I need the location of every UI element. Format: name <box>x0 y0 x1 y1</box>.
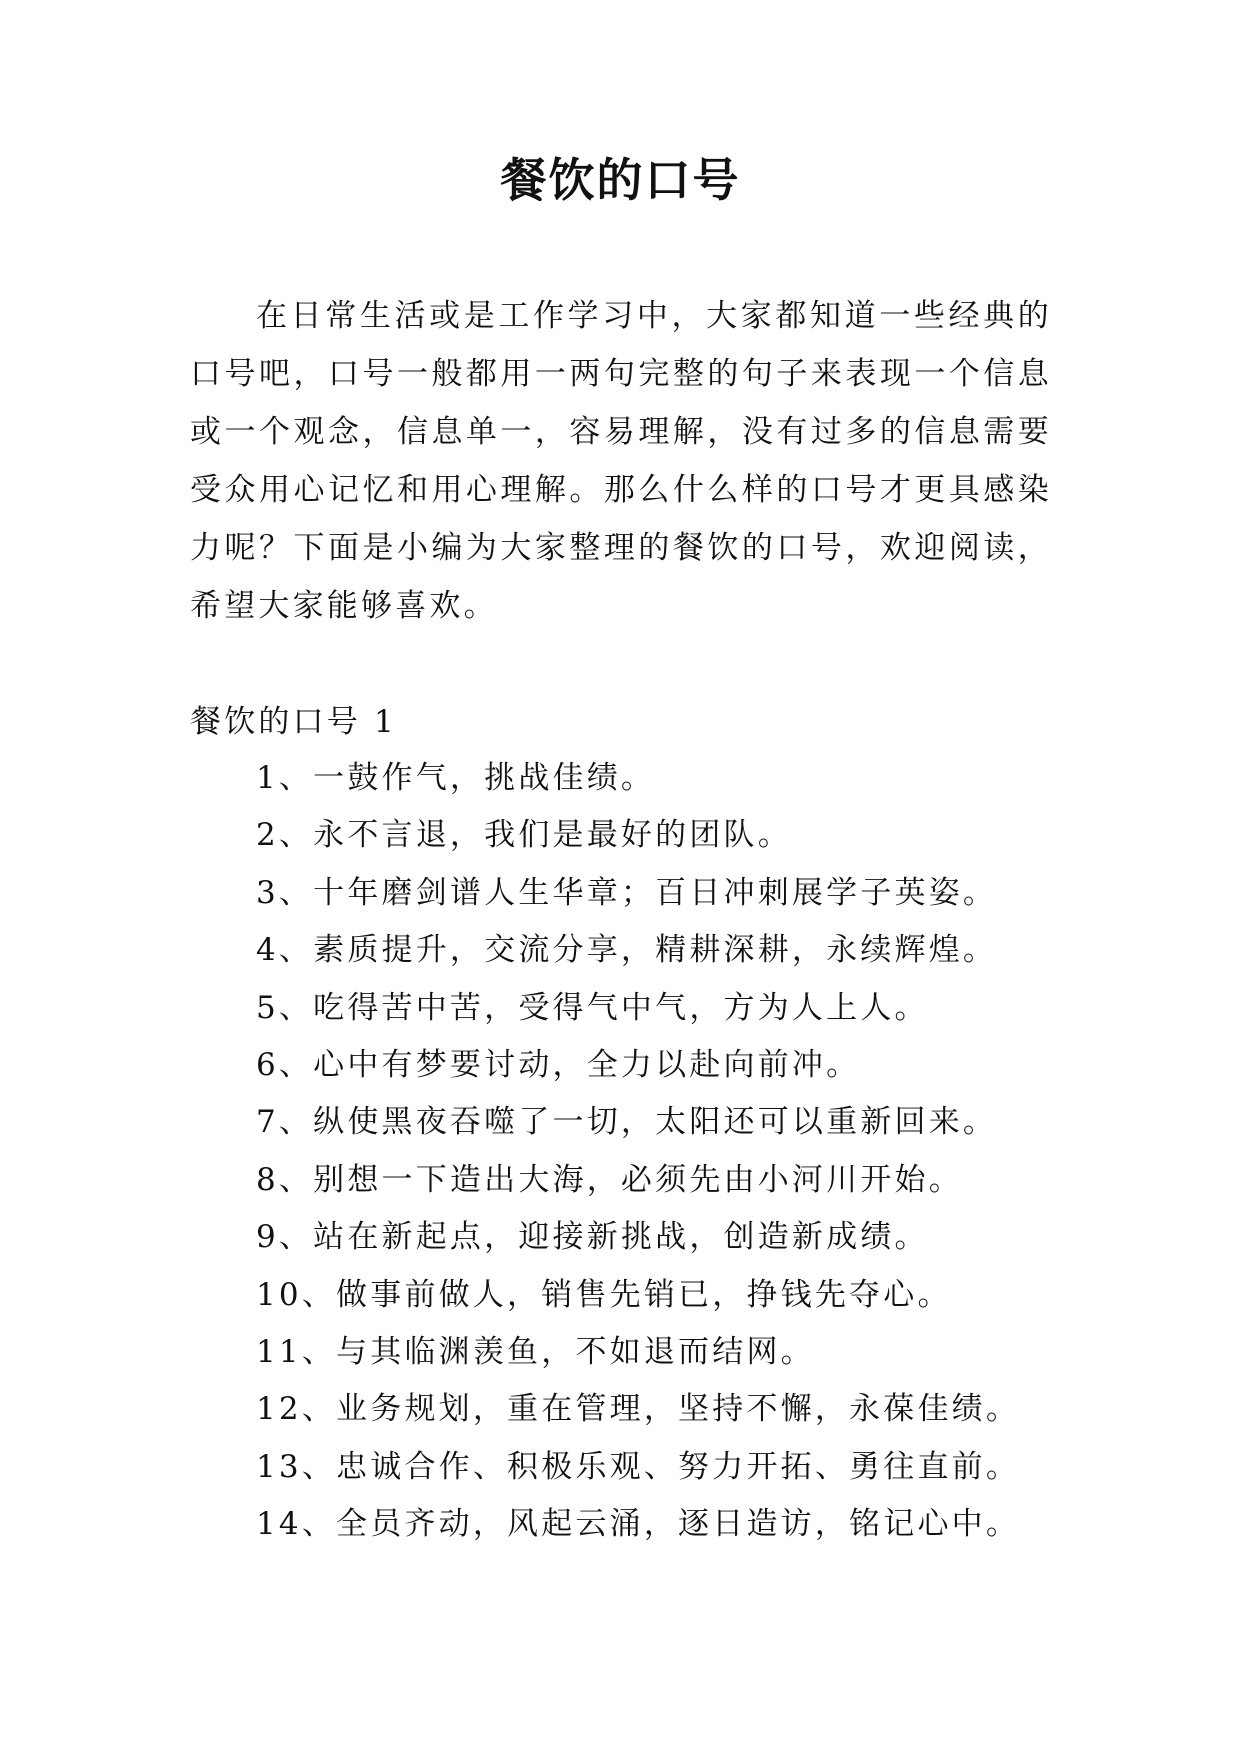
slogan-item: 8、别想一下造出大海，必须先由小河川开始。 <box>256 1161 963 1198</box>
slogan-item: 4、素质提升，交流分享，精耕深耕，永续辉煌。 <box>256 932 998 969</box>
slogan-item: 3、十年磨剑谱人生华章；百日冲刺展学子英姿。 <box>256 874 998 911</box>
slogan-item: 7、纵使黑夜吞噬了一切，太阳还可以重新回来。 <box>256 1104 998 1141</box>
document-title: 餐饮的口号 <box>500 153 741 207</box>
slogan-item: 9、站在新起点，迎接新挑战，创造新成绩。 <box>256 1219 929 1256</box>
slogan-item: 1、一鼓作气，挑战佳绩。 <box>256 760 656 796</box>
slogan-item: 12、业务规划，重在管理，坚持不懈，永葆佳绩。 <box>256 1391 1021 1428</box>
slogan-list <box>256 750 1020 1554</box>
intro-paragraph: 在日常生活或是工作学习中，大家都知道一些经典的口号吧，口号一般都用一两句完整的句子来表现一个信息或一个观念，信息单一，容易理解，没有过多的信息需要受众用心记忆和用心理解。那么什么样的口号才更具感染力呢？下面是小编为大家整理的餐饮的口号，欢迎阅读，希望大家能够喜欢。 <box>190 298 1052 624</box>
slogan-item: 6、心中有梦要讨动，全力以赴向前冲。 <box>256 1047 861 1084</box>
section-heading: 餐饮的口号 1 <box>190 704 397 740</box>
slogan-item: 14、全员齐动，风起云涌，逐日造访，铭记心中。 <box>256 1506 1021 1543</box>
slogan-item: 13、忠诚合作、积极乐观、努力开拓、勇往直前。 <box>256 1448 1021 1485</box>
slogan-item: 11、与其临渊羡鱼，不如退而结网。 <box>256 1334 815 1371</box>
slogan-item: 5、吃得苦中苦，受得气中气，方为人上人。 <box>256 989 929 1026</box>
slogan-item: 2、永不言退，我们是最好的团队。 <box>256 817 792 854</box>
slogan-item: 10、做事前做人，销售先销已，挣钱先夺心。 <box>256 1276 952 1313</box>
